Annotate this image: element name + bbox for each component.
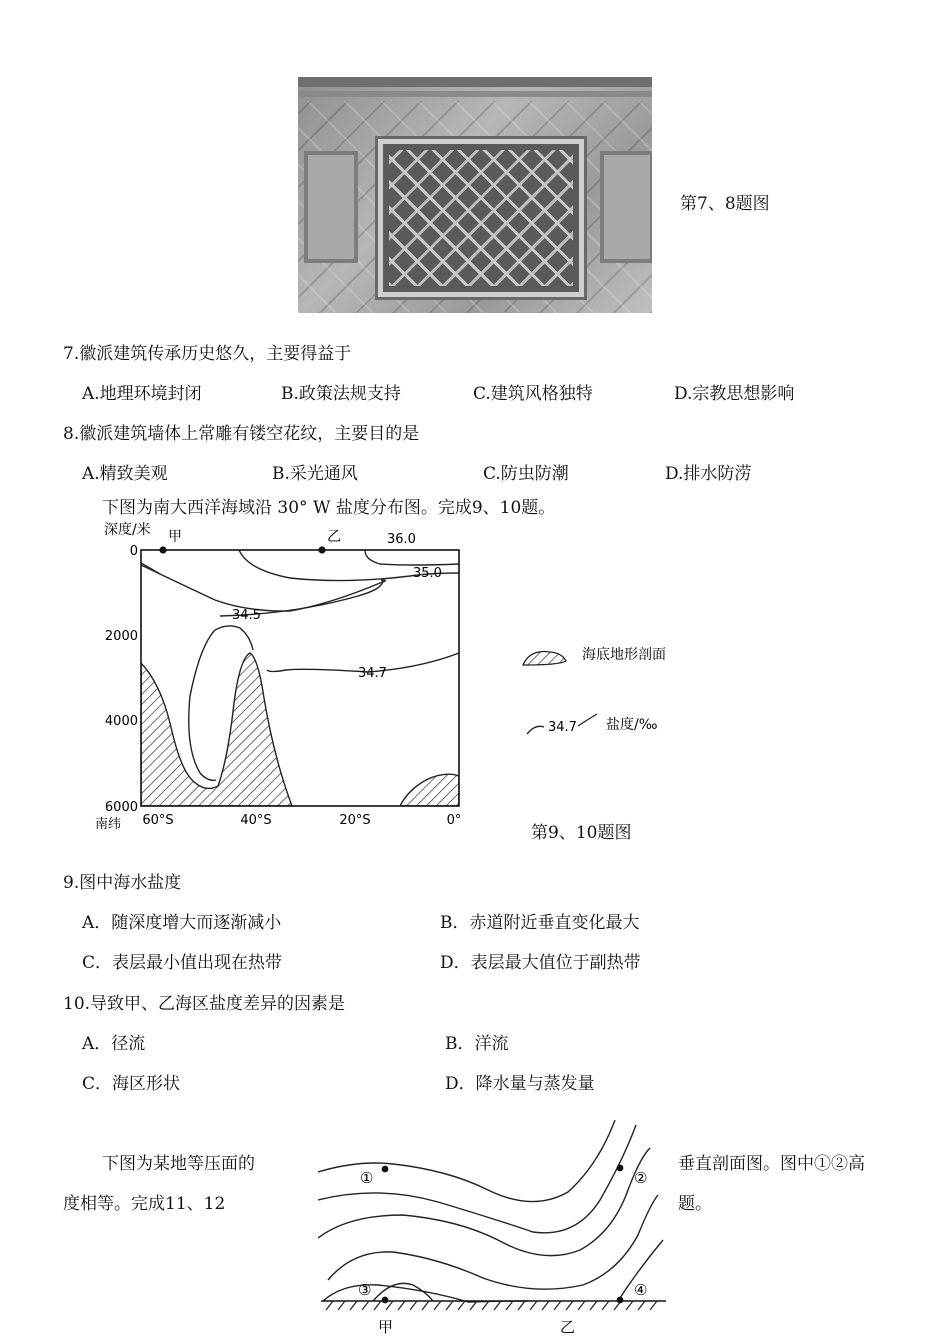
seafloor-ridge-south (141, 653, 292, 806)
legend-terrain-label: 海底地形剖面 (582, 647, 666, 663)
q7-option-c[interactable]: C.建筑风格独特 (473, 384, 593, 404)
x-tick-20s: 20°S (339, 813, 371, 828)
q8-option-a[interactable]: A.精致美观 (82, 464, 168, 484)
q9-option-d[interactable]: D．表层最大值位于副热带 (440, 953, 641, 973)
q9-option-a[interactable]: A．随深度增大而逐渐减小 (82, 913, 282, 933)
point-jia-marker (159, 546, 166, 553)
salinity-chart (90, 518, 680, 830)
q7-option-d[interactable]: D.宗教思想影响 (674, 384, 795, 404)
ground-label-yi: 乙 (560, 1318, 576, 1336)
y-tick-0: 0 (129, 544, 138, 559)
q9-option-b[interactable]: B．赤道附近垂直变化最大 (440, 913, 640, 933)
y-tick-4000: 4000 (104, 714, 138, 729)
y-tick-2000: 2000 (104, 629, 138, 644)
intro-11-12-left-2: 度相等。完成11、12 (63, 1194, 226, 1214)
y-tick-6000: 6000 (104, 800, 138, 815)
point-3-label: ③ (358, 1281, 372, 1299)
isohaline-34-5-edge (141, 563, 160, 574)
isobar-3 (318, 1148, 650, 1256)
isohaline-label-34-7: 34.7 (358, 666, 387, 681)
point-yi-marker (318, 546, 325, 553)
x-tick-60s: 60°S (142, 813, 174, 828)
isohaline-label-35: 35.0 (413, 566, 442, 581)
q10-option-d[interactable]: D．降水量与蒸发量 (445, 1074, 595, 1094)
q7-stem: 7.徽派建筑传承历史悠久，主要得益于 (63, 344, 352, 364)
q10-option-b[interactable]: B．洋流 (445, 1034, 509, 1054)
legend-isohaline-sample: 34.7 (548, 720, 577, 735)
intro-11-12-left-1: 下图为某地等压面的 (102, 1154, 255, 1174)
point-1-marker (382, 1166, 389, 1173)
isohaline-34-7-arch (215, 626, 253, 650)
fig910-caption: 第9、10题图 (531, 823, 632, 843)
legend-isohaline-unit: 盐度/‰ (606, 717, 658, 733)
isobar-1 (318, 1120, 615, 1202)
q10-option-a[interactable]: A．径流 (82, 1034, 146, 1054)
isobar-profile-figure (318, 1120, 670, 1342)
ground-label-jia: 甲 (378, 1318, 394, 1336)
legend-isohaline-left (527, 726, 544, 734)
q7-option-b[interactable]: B.政策法规支持 (281, 384, 401, 404)
y-axis-label: 深度/米 (104, 522, 151, 538)
isohaline-label-34-5: 34.5 (232, 608, 261, 623)
ground-hatching (326, 1301, 657, 1310)
q10-option-c[interactable]: C．海区形状 (82, 1074, 181, 1094)
isohaline-34-5 (141, 565, 385, 611)
point-yi-label: 乙 (327, 529, 341, 545)
isohaline-36-0 (365, 550, 459, 565)
x-edge-label: 南纬 (95, 817, 122, 830)
legend-terrain-swatch (523, 652, 566, 665)
isohaline-34-7-left (189, 630, 216, 780)
intro-11-12-right-2: 题。 (678, 1194, 712, 1214)
intro-9-10: 下图为南大西洋海域沿 30° W 盐度分布图。完成9、10题。 (102, 498, 556, 518)
isohaline-label-36: 36.0 (387, 532, 416, 547)
q8-option-d[interactable]: D.排水防涝 (665, 464, 752, 484)
x-tick-40s: 40°S (240, 813, 272, 828)
point-3-marker (382, 1297, 389, 1304)
q8-stem: 8.徽派建筑墙体上常雕有镂空花纹，主要目的是 (63, 424, 420, 444)
q10-stem: 10.导致甲、乙海区盐度差异的因素是 (63, 994, 346, 1014)
point-jia-label: 甲 (168, 529, 182, 545)
point-4-marker (617, 1297, 624, 1304)
q9-stem: 9.图中海水盐度 (63, 873, 182, 893)
point-4-label: ④ (634, 1281, 648, 1299)
isobar-4 (328, 1195, 658, 1289)
legend-isohaline-right (578, 714, 597, 726)
point-2-label: ② (634, 1169, 648, 1187)
x-tick-0: 0° (446, 813, 462, 828)
point-1-label: ① (360, 1169, 374, 1187)
point-2-marker (617, 1165, 624, 1172)
q7-option-a[interactable]: A.地理环境封闭 (82, 384, 202, 404)
q8-option-b[interactable]: B.采光通风 (272, 464, 358, 484)
q9-option-c[interactable]: C．表层最小值出现在热带 (82, 953, 283, 973)
huizhou-wall-photo (298, 77, 652, 313)
fig78-caption: 第7、8题图 (680, 194, 770, 214)
intro-11-12-right-1: 垂直剖面图。图中①②高 (678, 1154, 865, 1174)
seafloor-rise-equator (400, 774, 459, 806)
q8-option-c[interactable]: C.防虫防潮 (483, 464, 569, 484)
